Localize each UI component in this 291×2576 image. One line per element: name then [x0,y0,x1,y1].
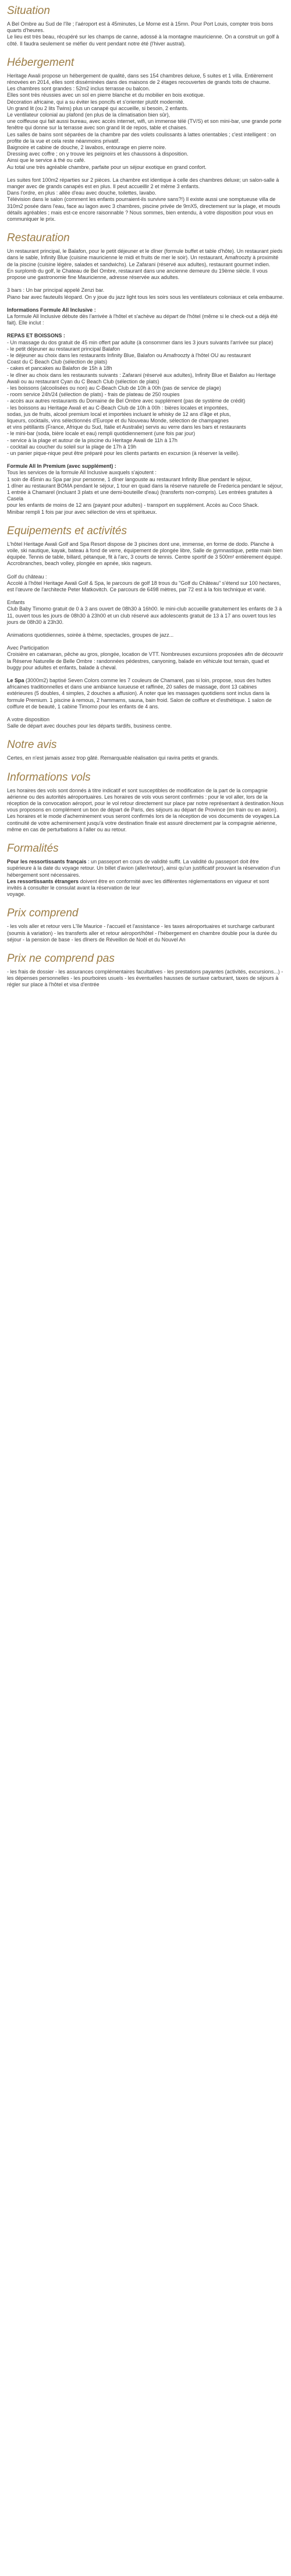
section-title-formalites: Formalités [7,842,59,855]
paragraph-spacer [7,671,284,677]
paragraph: - service à la plage et autour de la piscine du Heritage Awali de 11h à 17h [7,437,178,443]
paragraph: Club Baby Timomo gratuit de 0 à 3 ans ouvert de 08h30 à 16h00. le mini-club accueille gratuitement les enfants de 3 à 11, ouvert tous les jours de 08h30 à 23h00 et un club réservé aux adolescents gratuit de 13 à 17 ans ouvert tous les jours de 08h30 à 23h30. [7,606,282,625]
paragraph: - accès aux autres restaurants du Domaine de Bel Ombre avec supplément (pas de système de crédit) [7,398,246,404]
section-body [7,248,284,516]
paragraph: A Bel Ombre au Sud de l'île ; l'aéroport est à 45minutes, Le Morne est à 15mn. Pour Port Louis, compter trois bons quarts d'heures. [7,21,274,34]
section-body [7,73,284,223]
paragraph: - le petit déjeuner au restaurant principal Balafon [7,345,120,352]
section-title-prix-ne-comprend: Prix ne comprend pas [7,952,115,965]
bold-label: Pour les ressortissants français [7,859,87,865]
paragraph: - les boissons (alcoolisées ou non) au C-Beach Club de 10h à 00h (pas de service de plage) [7,384,221,391]
paragraph: - cakes et pancakes au Balafon de 15h à 18h [7,365,112,372]
paragraph: A votre disposition [7,717,50,723]
paragraph: Tous les services de la formule All Inclusive auxquels s'ajoutent : [7,470,157,476]
section-title-notre-avis: Notre avis [7,739,57,751]
section-body [7,923,284,943]
paragraph: L'hôtel Heritage Awali Golf and Spa Resort dispose de 3 piscines dont une, immense, en forme de dodo. Planche à voile, ski nautique, kayak, bateau à fond de verre, équipement de plongée libre, Salle de gymnastique, petite main bien équipée. Tennis de table, billard, pétanque, fit à l'arc, 3 courts de tennis. Centre sportif de 3 500m² entièrement équipé. Accrobranches, beach volley, plongée en apnée, skis nageurs. [7,541,283,567]
paragraph: Minibar rempli 1 fois par jour avec sélection de vins et spiritueux. [7,509,157,515]
bold-label: Formule All In Premium (avec supplément) : [7,463,116,470]
paragraph-spacer [7,626,284,632]
section-body [7,969,284,989]
section-prix-comprend [7,906,284,943]
section-body [7,859,284,898]
paragraph-spacer [7,710,284,717]
bold-label: Le Spa [7,677,24,684]
paragraph: Awali ou au restaurant Cyan du C Beach Club (sélection de plats) [7,378,159,384]
section-equipements [7,524,284,730]
paragraph: 1 entrée à Chamarel (incluant 3 plats et une demi-bouteille d'eau) (transferts non-compris). Les entrées gratuites à Casela [7,489,272,502]
section-hebergement [7,55,284,223]
paragraph: - Un massage du dos gratuit de 45 min offert par adulte (à consommer dans les 3 jours suivants l'arrivée sur place) [7,339,274,345]
paragraph: 3 bars : Un bar principal appelé Zenzi bar. [7,287,105,294]
paragraph: Certes, en n'est jamais assez trop gâté. Remarquable réalisation qui ravira petits et grands. [7,755,219,761]
paragraph-spacer [7,593,284,599]
paragraph: Ainsi que le service à thé ou café. [7,157,86,164]
paragraph-spacer [7,301,284,307]
paragraph: Croisière en catamaran, pêche au gros, plongée, location de VTT. Nombreuses excursions proposées afin de découvrir la Réserve Naturelle de Belle Ombre : randonnées pédestres, canyoning, balade en véhicule tout terrain, quad et buggy pour adultes et enfants, balade à cheval. [7,651,283,671]
section-title-equipements: Equipements et activités [7,524,127,537]
section-title-hebergement: Hébergement [7,56,74,69]
bold-label: Informations Formule All Inclusive : [7,306,96,313]
paragraph-spacer [7,567,284,574]
section-body [7,541,284,730]
paragraph: - les vols aller et retour vers L'île Maurice - l'accueil et l'assistance - les taxes aéroportuaires et surcharge carburant (soumis à variation) - les transferts aller et retour aéroport/hôtel - l'hébergement en chambre double pour la durée du séjour - la pension de base - les dîners de Réveillon de Noël et du Nouvel An [7,923,277,943]
paragraph: Heritage Awali propose un hébergement de qualité, dans ses 154 chambres deluxe, 5 suites et 1 villa. Entièrement rénovées en 2014, elles sont disséminées dans des maisons de 2 étages recouvertes de grands toits de chaume. [7,72,273,86]
section-notre-avis [7,737,284,761]
paragraph: Salle de départ avec douches pour les départs tardifs, business centre. [7,723,172,729]
paragraph: Les salles de bains sont séparées de la chambre par des volets coulissants à lattes orientables ; c'est intelligent : on profite de la vue et cela reste néanmoins privatif. [7,131,276,144]
section-title-restauration: Restauration [7,232,70,245]
section-title-informations-vols: Informations vols [7,771,91,784]
section-body [7,755,284,761]
paragraph: liqueurs, cocktails, vins sélectionnés d'Europe et du Nouveau Monde, sélection de champagnes [7,417,229,424]
paragraph: Dans l'ordre, en plus : allée d'eau avec douche, toilettes, lavabo. [7,190,157,196]
section-situation [7,3,284,47]
paragraph: - les frais de dossier - les assurances complémentaires facultatives - les prestations payantes (activités, excursions...) - les dépenses personnelles - les pourboires usuels - les éventuelles hausses de surtaxe carburant, taxes de séjours à régler sur place à l'hôtel et visa d'entrée [7,968,283,988]
bold-label: Les ressortissants étrangers [7,878,79,884]
bold-label: REPAS ET BOISSONS : [7,333,65,339]
paragraph: Un restaurant principal, le Balafon, pour le petit déjeuner et le dîner (formule buffet et table d'hôte). Un restaurant pieds dans le sable, Infinity Blue (cuisine mauricienne le midi et fruits de mer le soir). Un restaurant, Amafroozty à proximité de la piscine (cuisine légère, salades et sandwichs). Le Zafarani (réservé aux adultes), restaurant gourmet indien. [7,248,283,267]
paragraph [7,333,284,339]
paragraph: Accolé à l'hôtel Heritage Awali Golf & Spa, le parcours de golf 18 trous du "Golf du Château" s'étend sur 100 hectares, est l'œuvre de l'architecte Peter Matkovitch. Ce parcours de 6498 mètres, par 72 est à la fois technique et varié. [7,580,281,593]
paragraph: Elles sont très réussies avec un sol en pierre blanche et du mobilier en bois exotique. [7,92,205,98]
section-prix-ne-comprend [7,951,284,989]
paragraph: une coiffeuse qui fait aussi bureau, avec accès internet, wifi, un immense télé (TV/S) et son mini-bar, une grande porte fenêtre qui donne sur la terrasse avec son grand lit de repos, table et chaises. [7,118,282,131]
paragraph: - cocktail au coucher du soleil sur la plage de 17h à 19h [7,443,137,450]
paragraph [7,463,284,470]
section-body [7,21,284,47]
paragraph: Baignoire et cabine de douche, 2 lavabos, entourage en pierre noire. [7,144,166,151]
page [0,0,291,1006]
paragraph: - le dîner au choix dans les restaurants suivants : Zafarani (réservé aux adultes), Infinity Blue et Balafon au Heritage [7,372,276,378]
paragraph: Pour les ressortissants français : un passeport en cours de validité suffit. La validité du passeport doit être supérieure à la date du voyage retour. Un billet d'avion (aller/retour), ainsi qu'un justificatif prouvant la réservation d'un hébergement sont nécessaires. [7,859,281,878]
paragraph-spacer [7,281,284,287]
paragraph: et vins pétillants (France, Afrique du Sud, Italie et Australie) servis au verre dans les bars et restaurants [7,424,246,430]
paragraph: Dressing avec coffre ; on y trouve les peignoirs et les chaussons à disposition. [7,151,189,157]
paragraph: Enfants [7,599,25,606]
section-title-prix-comprend: Prix comprend [7,907,79,920]
section-body [7,788,284,833]
paragraph: 1 dîner au restaurant BOMA pendant le séjour, 1 tour en quad dans la réserve naturelle de Frederica pendant le séjour, [7,482,283,489]
paragraph-spacer [7,638,284,645]
paragraph: Le ventilateur colonial au plafond (en plus de la climatisation bien sûr), [7,112,171,118]
paragraph: En surplomb du golf, le Chateau de Bel Ombre, restaurant dans une ancienne demeure du 19ème siècle. Il vous propose une gastronomie fine Mauricienne, adresse réservée aux adultes. [7,267,268,281]
paragraph: voyage. [7,891,26,898]
paragraph: La formule All Inclusive débute dès l'arrivée à l'hôtel et s'achève au départ de l'hôtel (même si le check-out a déjà été fait). Elle inclut : [7,313,278,326]
paragraph: Avec Participation [7,645,49,651]
section-restauration [7,231,284,516]
section-informations-vols [7,770,284,833]
paragraph: Décoration africaine, qui a su éviter les poncifs et s'orienter plutôt modernité. [7,98,184,105]
paragraph: pour les enfants de moins de 12 ans (payant pour adultes) - transport en supplément. Accès au Coco Shack. [7,502,259,509]
paragraph: Le Spa (3000m2) baptisé Seven Colors comme les 7 couleurs de Chamarel, pas si loin, propose, sous des huttes africaines traditionnelles et dans une ambiance luxueuse et raffinée, 20 salles de massage, dont 13 cabines extérieures (5 doubles, 4 simples, 2 douches a affusion). A noter que les massages quotidiens sont inclus dans la formule Premium. 1 piscine à remous, 2 hammams, sauna, bain froid. Salon de coiffure et d'esthétique. 1 salon de coiffure et de beauté, 1 cabine Timomo pour les enfants de 4 ans. [7,677,272,710]
paragraph: Télévision dans le salon (comment les enfants pourraient-ils survivre sans?!) Il existe aussi une somptueuse villa de 310m2 posée dans l'eau, face au lagon avec 3 chambres, piscine privée de 9mX5, directement sur la plage, et mouds détails agréables ; mais est-ce encore raisonnable ? Nous sommes, bien entendu, à votre disposition pour vous en communiquer le prix. [7,196,281,223]
paragraph-spacer [7,171,284,177]
paragraph: 1 soin de 45min au Spa par jour personne, 1 dîner langouste au restaurant Infinity Blue pendant le séjour, [7,476,252,482]
paragraph: sodas, jus de fruits, alcool premium local et importées incluant le whisky de 12 ans d'âge et plus, [7,411,231,417]
paragraph [7,307,284,313]
paragraph: Un grand lit (ou 2 lits Twins) plus un canapé qui accueille, si besoin, 2 enfants. [7,105,189,111]
section-title-situation: Situation [7,5,50,17]
paragraph: Le lieu est très beau, récupéré sur les champs de canne, adossé à la montagne mauricienne. On a construit un golf à côté. Il faudra seulement se méfier du vent pendant notre été (l'hiver austral). [7,34,279,47]
paragraph: - room service 24h/24 (sélection de plats) - frais de plateau de 250 roupies [7,391,180,398]
paragraph: - le déjeuner au choix dans les restaurants Infinity Blue, Balafon ou Amafroozty à l'hôtel OU au restaurant [7,352,251,358]
paragraph: Golf du château : [7,573,47,580]
paragraph: - le mini-bar (soda, bière locale et eau) rempli quotidiennement (une fois par jour) [7,430,196,437]
paragraph: - les boissons au Heritage Awali et au C-Beach Club de 10h à 00h : bières locales et importées, [7,404,229,411]
paragraph: Au total une très agréable chambre, parfaite pour un séjour exotique en grand confort. [7,164,207,170]
paragraph: Les suites font 100m2 réparties sur 2 pièces. La chambre est identique à celle des chambres deluxe; un salon-salle à manger avec de grands canapés est en plus. Il peut accueillir 2 et même 3 enfants. [7,177,279,190]
paragraph: Animations quotidiennes, soirée à thème, spectacles, groupes de jazz... [7,632,174,638]
section-formalites [7,841,284,898]
paragraph: Les ressortissants étrangers doivent être en conformité avec les différentes réglementations en vigueur et sont invités à consulter le consulat avant la réservation de leur [7,878,269,891]
paragraph: Coast du C Beach Club (sélection de plats) [7,359,108,365]
paragraph-spacer [7,326,284,333]
paragraph: Les horaires des vols sont donnés à titre indicatif et sont susceptibles de modification de la part de la compagnie aérienne ou des autorités aéroportuaires. Les horaires de vols vous seront confirmés : pour le vol aller, lors de la réception de la convocation aéroport, pour le vol retour directement sur place par notre représentant à destination.Nous vous proposons en complément un bon de départ de Paris, des séjours au départ de Province (en train ou en avion). Les horaires et le mode d'acheminement vous seront confirmés lors de la réception de vos documents de voyages.La continuité de votre acheminement jusqu'à votre destination finale est assuré directement par la compagnie aérienne, même en cas de perturbations à l'aller ou au retour. [7,787,284,832]
paragraph: Piano bar avec fauteuils léopard. On y joue du jazz light tous les soirs sous les ventilateurs coloniaux et cela embaume. [7,294,284,300]
paragraph: Les chambres sont grandes : 52m2 inclus terrasse ou balcon. [7,86,150,92]
paragraph-spacer [7,457,284,463]
paragraph: - un panier pique-nique peut être préparé pour les clients partants en excursion (à réserver la veille). [7,450,240,456]
